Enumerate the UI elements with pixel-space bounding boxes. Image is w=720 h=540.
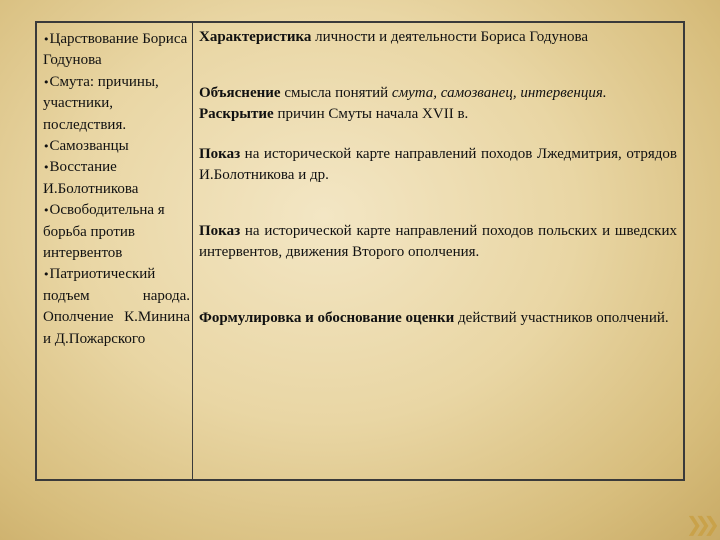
requirement-item: [199, 104, 677, 125]
topic-item: [43, 157, 190, 200]
topic-item: [43, 200, 190, 264]
content-table: [35, 21, 685, 481]
requirement-keyword: Показ: [199, 223, 241, 239]
topic-item: [43, 264, 190, 350]
requirement-terms: смута, самозванец, интервенция.: [391, 85, 607, 101]
requirement-item: [199, 308, 677, 329]
requirement-text: действий участников ополчений.: [454, 310, 669, 326]
bullet-icon: •: [43, 204, 50, 218]
topic-item: [43, 72, 190, 136]
requirement-text: на исторической карте направлений походов Лжедмитрия, отрядов И.Болотникова и др.: [199, 146, 677, 183]
topic-text: Самозванцы: [49, 138, 129, 155]
decorative-arrows-icon: ❯❯❯: [685, 512, 712, 536]
requirement-text: причин Смуты начала XVII в.: [273, 106, 469, 122]
topic-text: Царствование Бориса Годунова: [43, 31, 188, 69]
requirement-keyword: Объяснение: [199, 85, 281, 101]
bullet-icon: •: [43, 161, 50, 175]
requirement-item: [199, 83, 677, 104]
requirement-item: [199, 221, 677, 263]
topic-item: [43, 29, 190, 72]
topic-text: Восстание И.Болотникова: [43, 159, 139, 197]
requirement-item: [199, 144, 677, 186]
requirements-column: [193, 22, 685, 480]
requirement-keyword: Характеристика: [199, 29, 312, 45]
topic-text: Патриотический подъем народа. Ополчение К.Минина и Д.Пожарского: [43, 266, 190, 347]
requirement-text: на исторической карте направлений походов польских и шведских интервентов, движения Второго ополчения.: [199, 223, 677, 260]
bullet-icon: •: [43, 33, 50, 46]
requirement-keyword: Формулировка и обоснование оценки: [199, 310, 455, 326]
requirement-text: смысла понятий: [280, 85, 392, 101]
bullet-icon: •: [43, 140, 50, 154]
topic-text: Смута: причины, участники, последствия.: [43, 73, 159, 133]
topics-column: [36, 22, 193, 480]
topic-item: [43, 136, 190, 157]
bullet-icon: •: [43, 75, 50, 89]
topic-text: Освободительна я борьба против интервентов: [43, 202, 165, 262]
requirement-text: личности и деятельности Бориса Годунова: [311, 29, 589, 45]
requirement-keyword: Показ: [199, 146, 241, 162]
requirement-item: [199, 27, 677, 48]
bullet-icon: •: [43, 268, 50, 282]
requirement-keyword: Раскрытие: [199, 106, 274, 122]
